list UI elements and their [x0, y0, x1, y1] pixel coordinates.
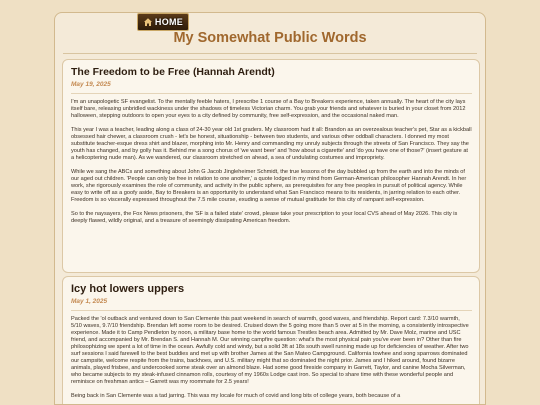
post-paragraph: So to the naysayers, the Fox News prisoners, the 'SF is a failed state' crowd, please take your prescription to your local CVS ahead of May 2026. This city is deeply flawed, wildly original, and a treasure of seemingly dissipating American freedom. [71, 211, 458, 224]
post-title[interactable]: Icy hot lowers uppers [71, 283, 185, 295]
post-paragraph: This year I was a teacher, leading along a class of 24-30 year old 1st graders. My classroom had it all: Brandon as an overzealous teacher's pet, Star as a kickball obsessed hair chewer, a classroom crush - let's be honest, situationship - between two students, and various other oddball characters. I donned my most substitute teacher-esque dress shirt and blazer, morphing into Mr. Henry and commanding my unruly subjects through the streets of San Francisco. They say the youth has changed, and by golly has it. Behind me a song chorus of 'we want beer' and 'how about a cigarette' and 'do you have one of those?' (insert gesture at a helicoptering nude man). As we wandered, our classroom stretched on ahead, a sea of undulating costumes and impropriety. [71, 127, 472, 161]
house-icon [143, 17, 153, 27]
blog-post [62, 276, 480, 405]
post-paragraph: I'm an unapologetic SF evangelist. To the mentally feeble haters, I prescribe 1 course of a Bay to Breakers experience, taken annually. The heart of the city lays itself bare, releasing unbridled wackiness under the shadows of timeless Victorian charm. You grab your friends and whatever is buried in your closet from 2012 halloween, stepping outdoors to open your eyes to a city defined by community, free self-expression, and the occasional naked man. [71, 99, 466, 119]
post-title[interactable]: The Freedom to be Free (Hannah Arendt) [71, 66, 275, 78]
title-divider [63, 53, 477, 54]
page-container [54, 12, 486, 405]
post-paragraph: Being back in San Clemente was a tad jarring. This was my locale for much of covid and long bits of college years, both because of a [71, 393, 401, 399]
post-paragraph: While we sang the ABCs and something about John G Jacob Jingleheimer Schmidt, the true lessons of the day bubbled up from the earth and into the minds of our aged out children. 'People can only be free in relation to one another,' a quote lodged in my mind from German-American philosopher Hannah Arendt. In her work, she rigorously examines the role of community, and activity in the public sphere, as prerequisites for any free peoples in pursuit of political agency. While easy to write off as a goofy aside, Bay to Breakers is an opportunity to understand what San Francisco means to its residents, in jarring relation to each other. Freedom is so viscerally expressed throughout the 7.5 mile course, exuding a sense of mutual gratitude for this city of rampant self-expression. [71, 169, 467, 203]
post-divider [71, 93, 472, 94]
home-button[interactable] [137, 13, 189, 31]
post-date: May 1, 2025 [71, 298, 108, 305]
post-paragraph: Packed the 'ol outback and ventured down to San Clemente this past weekend in search of warmth, good waves, and friendship. Report card: 7.3/10 warmth, 5/10 waves, 9.7/10 friendship. Brendan left some room to be desired. Cruised down the 5 going more than 5 over at 5 in the morning, a consistently introspective experience. Made it to Camp Pendleton by noon, a military base home to the world famous Trestles beach area. Admitted by Mr. Dave Molz, marine and USC friend, and accompanied by Mr. Brendan S. and Hannah M. Our winning campfire question: what's the most physical pain you've ever been in? Other than fire philosophizing we spent a lot of time in the ocean. Awfully cold and windy, but a solid 3ft at 18s south swell running made up for deficiencies of weather. After two surf sessions I said farewell to the best buddies and met up with brother James at the San Mateo Campground. California towhee and song sparrows dominated our campsite, welcome respite from the trains, backhoes, and U.S. military might that so dominated the night prior. James and I hiked around, found bizarre animals, played frisbee, and undercooked some steak over an almond blaze. Had some good fireside company in Garrett, Taylor, and canine Mocha Silverman, who became subjects to my steak-infused cinnamon rolls, courtesy of my 1960s Lodge cast iron. So special to share time with these wonderful people and reminisce on freshman antics – Garrett was my roommate for 2.5 years! [71, 316, 469, 385]
site-title: My Somewhat Public Words [173, 30, 367, 46]
home-label: HOME [154, 17, 184, 27]
post-date: May 19, 2025 [71, 81, 111, 88]
post-divider [71, 310, 472, 311]
blog-post [62, 59, 480, 273]
